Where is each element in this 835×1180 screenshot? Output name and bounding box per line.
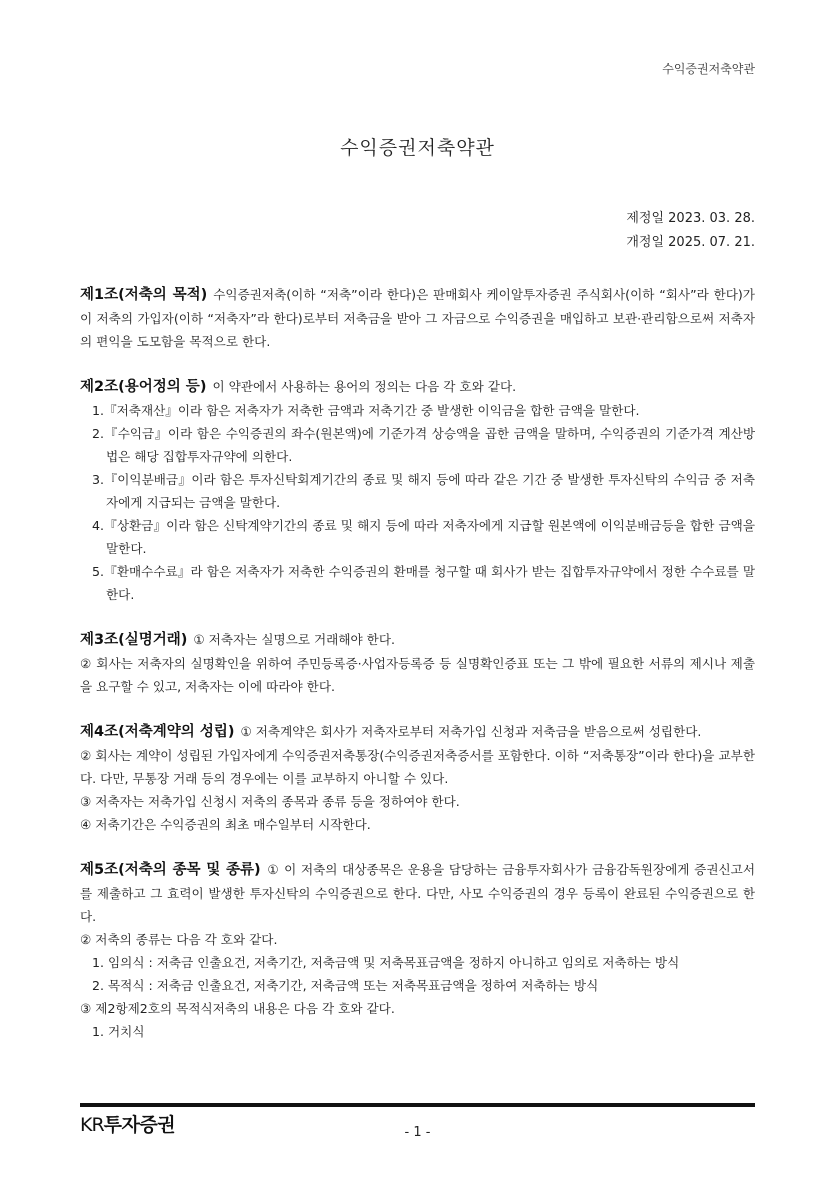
definition-item: 3.『이익분배금』이라 함은 투자신탁회계기간의 종료 및 해지 등에 따라 같은 기간 중 발생한 투자신탁의 수익금 중 저축자에게 지급되는 금액을 말한다. [92,472,755,510]
article-4 [80,720,755,836]
logo-prefix: KR [80,1114,104,1136]
article-1 [80,283,755,353]
definition-item: 5.『환매수수료』라 함은 저축자가 저축한 수익증권의 환매를 청구할 때 회사가 받는 집합투자규약에서 정한 수수료를 말한다. [92,564,755,602]
list-item: 1. 임의식 : 저축금 인출요건, 저축기간, 저축금액 및 저축목표금액을 정하지 아니하고 임의로 저축하는 방식 [92,955,680,970]
clause: ② 회사는 저축자의 실명확인을 위하여 주민등록증·사업자등록증 등 실명확인증표 또는 그 밖에 필요한 서류의 제시나 제출을 요구할 수 있고, 저축자는 이에 따라야 한다. [80,656,755,694]
article-5 [80,858,755,1043]
article-title: 제2조(용어정의 등) [80,379,207,395]
page-number: - 1 - [404,1125,431,1140]
clause: ③ 저축자는 저축가입 신청시 저축의 종목과 종류 등을 정하여야 한다. [80,794,460,809]
article-title: 제3조(실명거래) [80,632,188,648]
definition-item: 1.『저축재산』이라 함은 저축자가 저축한 금액과 저축기간 중 발생한 이익금을 합한 금액을 말한다. [92,403,640,418]
logo-suffix: 투자증권 [103,1114,176,1136]
list-item: 1. 거치식 [92,1024,145,1039]
article-title: 제4조(저축계약의 성립) [80,724,235,740]
clause: ② 회사는 계약이 성립된 가입자에게 수익증권저축통장(수익증권저축증서를 포함한다. 이하 “저축통장”이라 한다)을 교부한다. 다만, 무통장 거래 등의 경우에는 이를 교부하지 아니할 수 있다. [80,748,755,786]
list-item: 2. 목적식 : 저축금 인출요건, 저축기간, 저축금액 또는 저축목표금액을 정하여 저축하는 방식 [92,978,599,993]
article-title: 제5조(저축의 종목 및 종류) [80,862,261,878]
article-2 [80,375,755,606]
article-title: 제1조(저축의 목적) [80,287,208,303]
article-text: 수익증권저축(이하 “저축”이라 한다)은 판매회사 케이알투자증권 주식회사(이하 “회사”라 한다)가 이 저축의 가입자(이하 “저축자”라 한다)로부터 저축금을 받아 그 자금으로 수익증권을 매입하고 보관·관리함으로써 저축자의 편익을 도모함을 목적으로 한다. [80,287,755,349]
revised-date: 개정일 2025. 07. 21. [626,235,755,250]
article-3 [80,628,755,698]
clause: ① 저축계약은 회사가 저축자로부터 저축가입 신청과 저축금을 받음으로써 성립한다. [240,724,702,739]
clause: ③ 제2항제2호의 목적식저축의 내용은 다음 각 호와 같다. [80,1001,395,1016]
document-title: 수익증권저축약관 [340,137,495,159]
article-intro: 이 약관에서 사용하는 용어의 정의는 다음 각 호와 같다. [212,379,517,394]
running-header: 수익증권저축약관 [662,62,755,76]
document-body [80,283,755,1065]
clause: ④ 저축기간은 수익증권의 최초 매수일부터 시작한다. [80,817,371,832]
established-date: 제정일 2023. 03. 28. [626,211,755,226]
footer-divider [80,1103,755,1107]
clause: ① 저축자는 실명으로 거래해야 한다. [193,632,396,647]
clause: ① 이 저축의 대상종목은 운용을 담당하는 금융투자회사가 금융감독원장에게 증권신고서를 제출하고 그 효력이 발생한 투자신탁의 수익증권으로 한다. 다만, 사모 수익증권의 경우 등록이 완료된 수익증권으로 한다. [80,862,755,924]
definition-item: 4.『상환금』이라 함은 신탁계약기간의 종료 및 해지 등에 따라 저축자에게 지급할 원본액에 이익분배금등을 합한 금액을 말한다. [92,518,755,556]
date-block [626,207,755,255]
definition-item: 2.『수익금』이라 함은 수익증권의 좌수(원본액)에 기준가격 상승액을 곱한 금액을 말하며, 수익증권의 기준가격 계산방법은 해당 집합투자규약에 의한다. [92,426,755,464]
clause: ② 저축의 종류는 다음 각 호와 같다. [80,932,278,947]
